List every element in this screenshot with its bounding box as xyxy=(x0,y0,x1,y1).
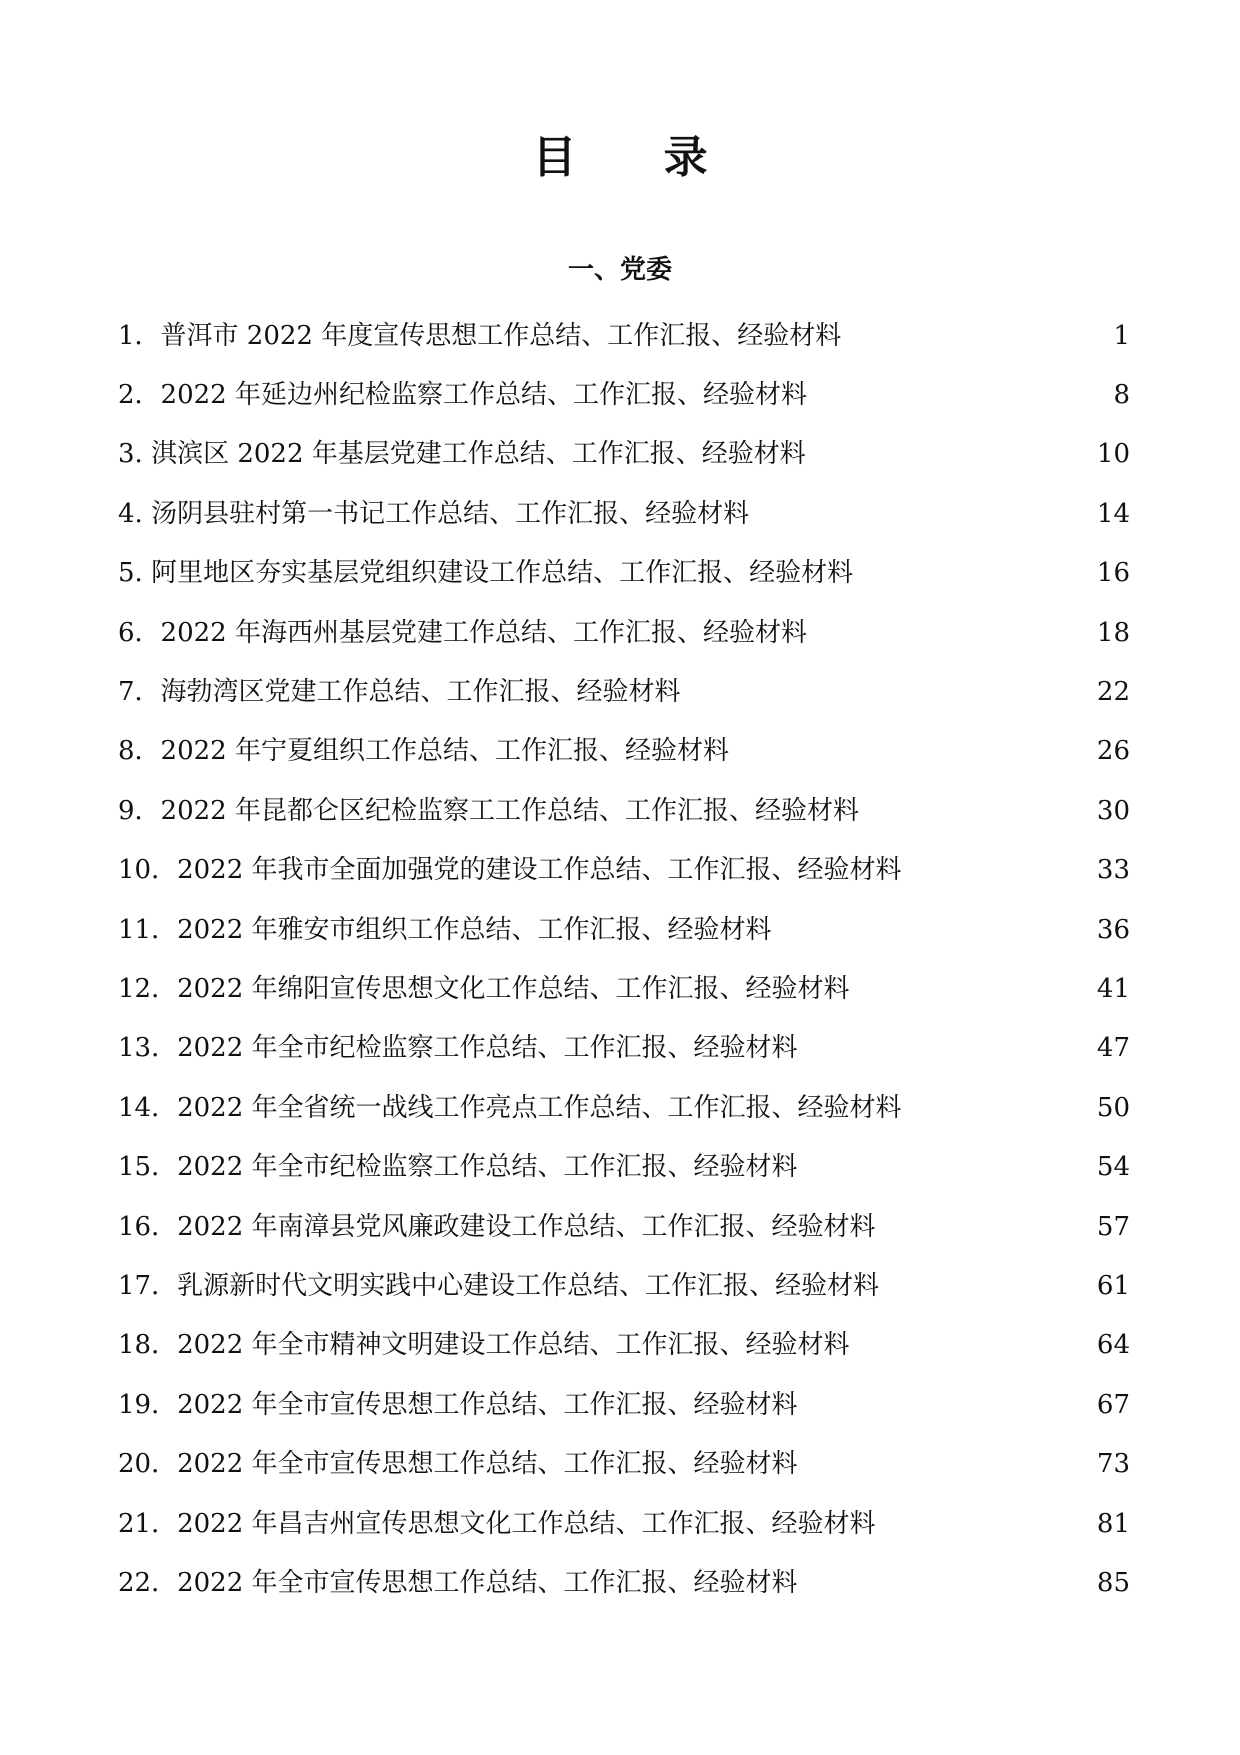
toc-entry-page: 67 xyxy=(1096,1389,1130,1420)
toc-entry[interactable] xyxy=(118,1137,1130,1196)
toc-entry-title: 21．2022 年昌吉州宣传思想文化工作总结、工作汇报、经验材料 xyxy=(118,1508,876,1539)
toc-entry[interactable] xyxy=(118,781,1130,840)
toc-entry-page: 8 xyxy=(1113,380,1130,411)
toc-entry-page: 14 xyxy=(1096,498,1130,529)
toc-entry-title: 6．2022 年海西州基层党建工作总结、工作汇报、经验材料 xyxy=(118,617,807,648)
toc-entry-page: 85 xyxy=(1096,1567,1130,1598)
toc-entry[interactable] xyxy=(118,1553,1130,1612)
toc-entry-page: 54 xyxy=(1096,1152,1130,1183)
toc-entry[interactable] xyxy=(118,662,1130,721)
toc-entry[interactable] xyxy=(118,1494,1130,1553)
toc-entry-title: 22．2022 年全市宣传思想工作总结、工作汇报、经验材料 xyxy=(118,1567,798,1598)
toc-entry-title: 1．普洱市 2022 年度宣传思想工作总结、工作汇报、经验材料 xyxy=(118,320,842,351)
toc-entry-page: 50 xyxy=(1096,1092,1130,1123)
toc-entry-page: 41 xyxy=(1096,973,1130,1004)
toc-entry-title: 16．2022 年南漳县党风廉政建设工作总结、工作汇报、经验材料 xyxy=(118,1211,876,1242)
toc-entry-title: 19．2022 年全市宣传思想工作总结、工作汇报、经验材料 xyxy=(118,1389,798,1420)
toc-entry-page: 64 xyxy=(1096,1330,1130,1361)
toc-entry[interactable] xyxy=(118,1078,1130,1137)
toc-entry[interactable] xyxy=(118,959,1130,1018)
toc-entry-title: 7．海勃湾区党建工作总结、工作汇报、经验材料 xyxy=(118,677,681,708)
toc-entry-title: 15．2022 年全市纪检监察工作总结、工作汇报、经验材料 xyxy=(118,1152,798,1183)
toc-entry[interactable] xyxy=(118,1197,1130,1256)
toc-entry-title: 8．2022 年宁夏组织工作总结、工作汇报、经验材料 xyxy=(118,736,729,767)
toc-entry[interactable] xyxy=(118,1019,1130,1078)
toc-entry-page: 16 xyxy=(1096,558,1130,589)
toc-entry-page: 30 xyxy=(1096,795,1130,826)
toc-entry-title: 3. 淇滨区 2022 年基层党建工作总结、工作汇报、经验材料 xyxy=(118,439,806,470)
table-of-contents xyxy=(118,306,1130,1613)
toc-entry-page: 22 xyxy=(1096,677,1130,708)
toc-entry[interactable] xyxy=(118,1316,1130,1375)
toc-entry[interactable] xyxy=(118,603,1130,662)
toc-entry[interactable] xyxy=(118,1256,1130,1315)
toc-entry-page: 10 xyxy=(1096,439,1130,470)
toc-entry-title: 11．2022 年雅安市组织工作总结、工作汇报、经验材料 xyxy=(118,914,772,945)
toc-entry-page: 18 xyxy=(1096,617,1130,648)
toc-entry-page: 73 xyxy=(1096,1449,1130,1480)
page-title: 目 录 xyxy=(532,132,744,183)
toc-entry-title: 17．乳源新时代文明实践中心建设工作总结、工作汇报、经验材料 xyxy=(118,1270,880,1301)
toc-entry[interactable] xyxy=(118,841,1130,900)
toc-entry-page: 57 xyxy=(1096,1211,1130,1242)
toc-entry-page: 26 xyxy=(1096,736,1130,767)
toc-entry-title: 9．2022 年昆都仑区纪检监察工工作总结、工作汇报、经验材料 xyxy=(118,795,859,826)
toc-entry[interactable] xyxy=(118,365,1130,424)
toc-entry-title: 12．2022 年绵阳宣传思想文化工作总结、工作汇报、经验材料 xyxy=(118,973,850,1004)
toc-entry-title: 14．2022 年全省统一战线工作亮点工作总结、工作汇报、经验材料 xyxy=(118,1092,902,1123)
toc-entry-page: 61 xyxy=(1096,1270,1130,1301)
toc-entry[interactable] xyxy=(118,425,1130,484)
toc-entry[interactable] xyxy=(118,306,1130,365)
toc-entry-page: 81 xyxy=(1096,1508,1130,1539)
toc-entry-title: 4. 汤阴县驻村第一书记工作总结、工作汇报、经验材料 xyxy=(118,498,750,529)
toc-entry-page: 47 xyxy=(1096,1033,1130,1064)
toc-entry-title: 5. 阿里地区夯实基层党组织建设工作总结、工作汇报、经验材料 xyxy=(118,558,854,589)
toc-entry-title: 20．2022 年全市宣传思想工作总结、工作汇报、经验材料 xyxy=(118,1449,798,1480)
toc-entry-title: 10．2022 年我市全面加强党的建设工作总结、工作汇报、经验材料 xyxy=(118,855,902,886)
toc-entry[interactable] xyxy=(118,1375,1130,1434)
toc-entry-page: 33 xyxy=(1096,855,1130,886)
toc-entry[interactable] xyxy=(118,544,1130,603)
section-heading: 一、党委 xyxy=(567,255,672,285)
toc-entry-page: 36 xyxy=(1096,914,1130,945)
toc-entry[interactable] xyxy=(118,1434,1130,1493)
toc-entry[interactable] xyxy=(118,484,1130,543)
toc-entry-title: 2．2022 年延边州纪检监察工作总结、工作汇报、经验材料 xyxy=(118,380,807,411)
toc-entry-title: 13．2022 年全市纪检监察工作总结、工作汇报、经验材料 xyxy=(118,1033,798,1064)
toc-entry[interactable] xyxy=(118,722,1130,781)
toc-entry-title: 18．2022 年全市精神文明建设工作总结、工作汇报、经验材料 xyxy=(118,1330,850,1361)
toc-entry-page: 1 xyxy=(1113,320,1130,351)
toc-entry[interactable] xyxy=(118,900,1130,959)
